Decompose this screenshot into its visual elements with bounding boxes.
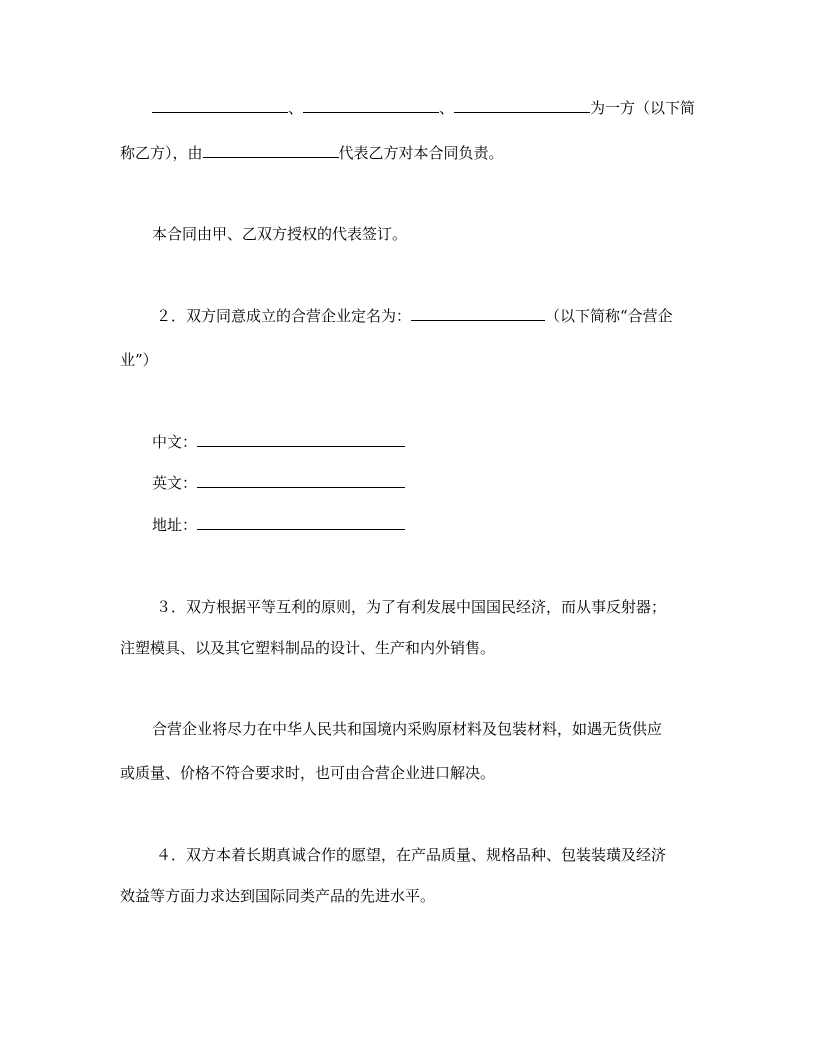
party-b-line-1 [152, 97, 695, 118]
separator: 、 [288, 99, 304, 117]
paragraph-text: 代表乙方对本合同负责。 [338, 144, 504, 162]
address-field [152, 514, 405, 535]
chinese-name-field [152, 431, 405, 452]
party-b-name-blank-1[interactable] [152, 97, 288, 113]
field-label: 中文： [152, 433, 198, 451]
english-name-blank[interactable] [197, 472, 405, 488]
party-b-name-blank-3[interactable] [454, 97, 590, 113]
party-b-representative-blank[interactable] [203, 142, 339, 158]
field-label: 英文： [152, 474, 198, 492]
paragraph-text: 为一方（以下简 [590, 99, 696, 117]
clause-2-line-2: 业”） [120, 351, 158, 369]
clause-2-line-1 [156, 305, 673, 326]
clause-text: （以下简称“合营企 [545, 307, 673, 325]
sourcing-line-1: 合营企业将尽力在中华人民共和国境内采购原材料及包装材料，如遇无货供应 [152, 720, 663, 738]
clause-text: ２．双方同意成立的合营企业定名为： [156, 307, 412, 325]
signing-statement: 本合同由甲、乙双方授权的代表签订。 [152, 225, 408, 243]
clause-3-line-2: 注塑模具、以及其它塑料制品的设计、生产和内外销售。 [120, 639, 496, 657]
clause-3-line-1: ３．双方根据平等互利的原则，为了有利发展中国国民经济，而从事反射器； [156, 598, 667, 616]
separator: 、 [439, 99, 455, 117]
paragraph-text: 称乙方），由 [120, 144, 203, 162]
joint-venture-name-blank[interactable] [411, 305, 545, 321]
field-label: 地址： [152, 516, 198, 534]
clause-4-line-2: 效益等方面力求达到国际同类产品的先进水平。 [120, 887, 436, 905]
party-b-name-blank-2[interactable] [303, 97, 439, 113]
chinese-name-blank[interactable] [197, 431, 405, 447]
party-b-line-2 [120, 142, 504, 163]
address-blank[interactable] [197, 514, 405, 530]
english-name-field [152, 472, 405, 493]
clause-4-line-1: ４．双方本着长期真诚合作的愿望，在产品质量、规格品种、包装装璜及经济 [156, 846, 667, 864]
sourcing-line-2: 或质量、价格不符合要求时，也可由合营企业进口解决。 [120, 764, 496, 782]
